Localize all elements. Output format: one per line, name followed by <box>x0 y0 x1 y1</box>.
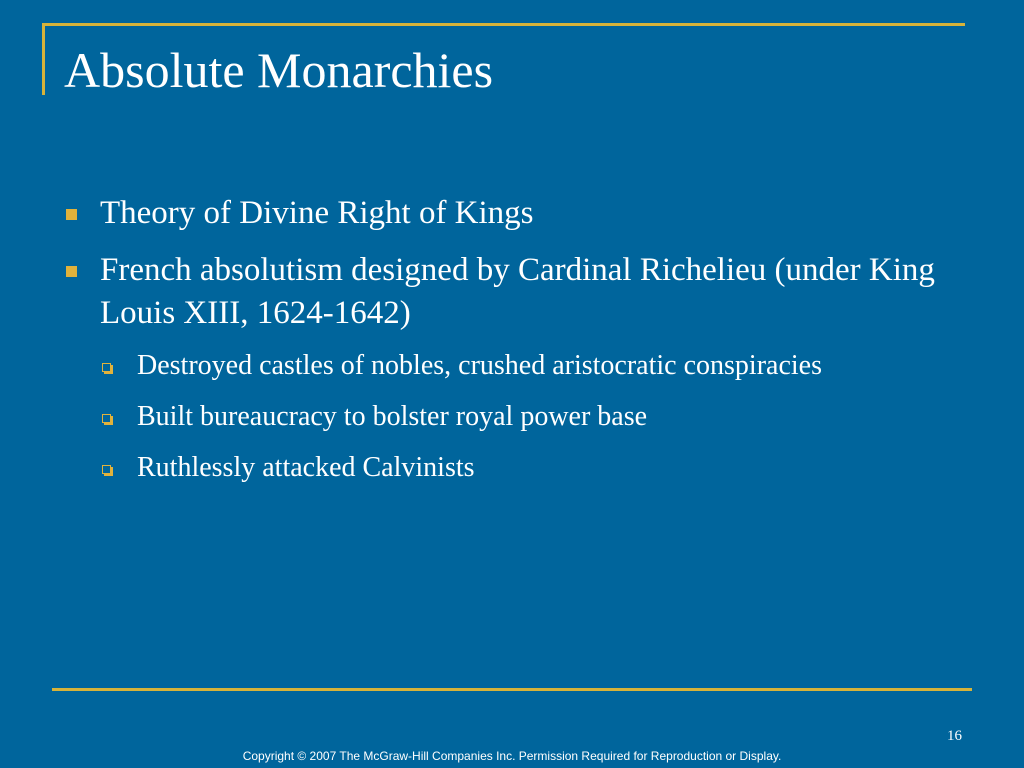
bullet-item <box>64 192 974 235</box>
sub-bullet-text: Built bureaucracy to bolster royal power base <box>137 401 648 432</box>
sub-bullet-text: Destroyed castles of nobles, crushed aristocratic conspiracies <box>137 350 822 381</box>
bullet-text: Theory of Divine Right of Kings <box>100 195 534 231</box>
sub-bullet-text: Ruthlessly attacked Calvinists <box>137 452 475 483</box>
sub-bullet-item <box>64 347 974 385</box>
hollow-square-bullet-icon <box>102 363 111 372</box>
sub-bullet-item <box>64 398 974 436</box>
sub-bullet-item <box>64 449 974 487</box>
hollow-square-bullet-icon <box>102 465 111 474</box>
top-accent-line <box>43 23 965 26</box>
left-accent-line <box>42 23 45 95</box>
filled-square-bullet-icon <box>66 266 77 277</box>
hollow-square-bullet-icon <box>102 414 111 423</box>
slide-title: Absolute Monarchies <box>64 42 494 98</box>
page-number: 16 <box>947 728 962 744</box>
sub-bullet-list <box>64 347 974 487</box>
bullet-item <box>64 249 974 335</box>
bullet-text: French absolutism designed by Cardinal Richelieu (under King Louis XIII, 1624-1642) <box>100 252 935 331</box>
copyright-notice: Copyright © 2007 The McGraw-Hill Companies Inc. Permission Required for Reproduction or Display. <box>242 749 782 763</box>
bottom-accent-line <box>52 688 972 691</box>
filled-square-bullet-icon <box>66 209 77 220</box>
bullet-list <box>64 192 974 500</box>
